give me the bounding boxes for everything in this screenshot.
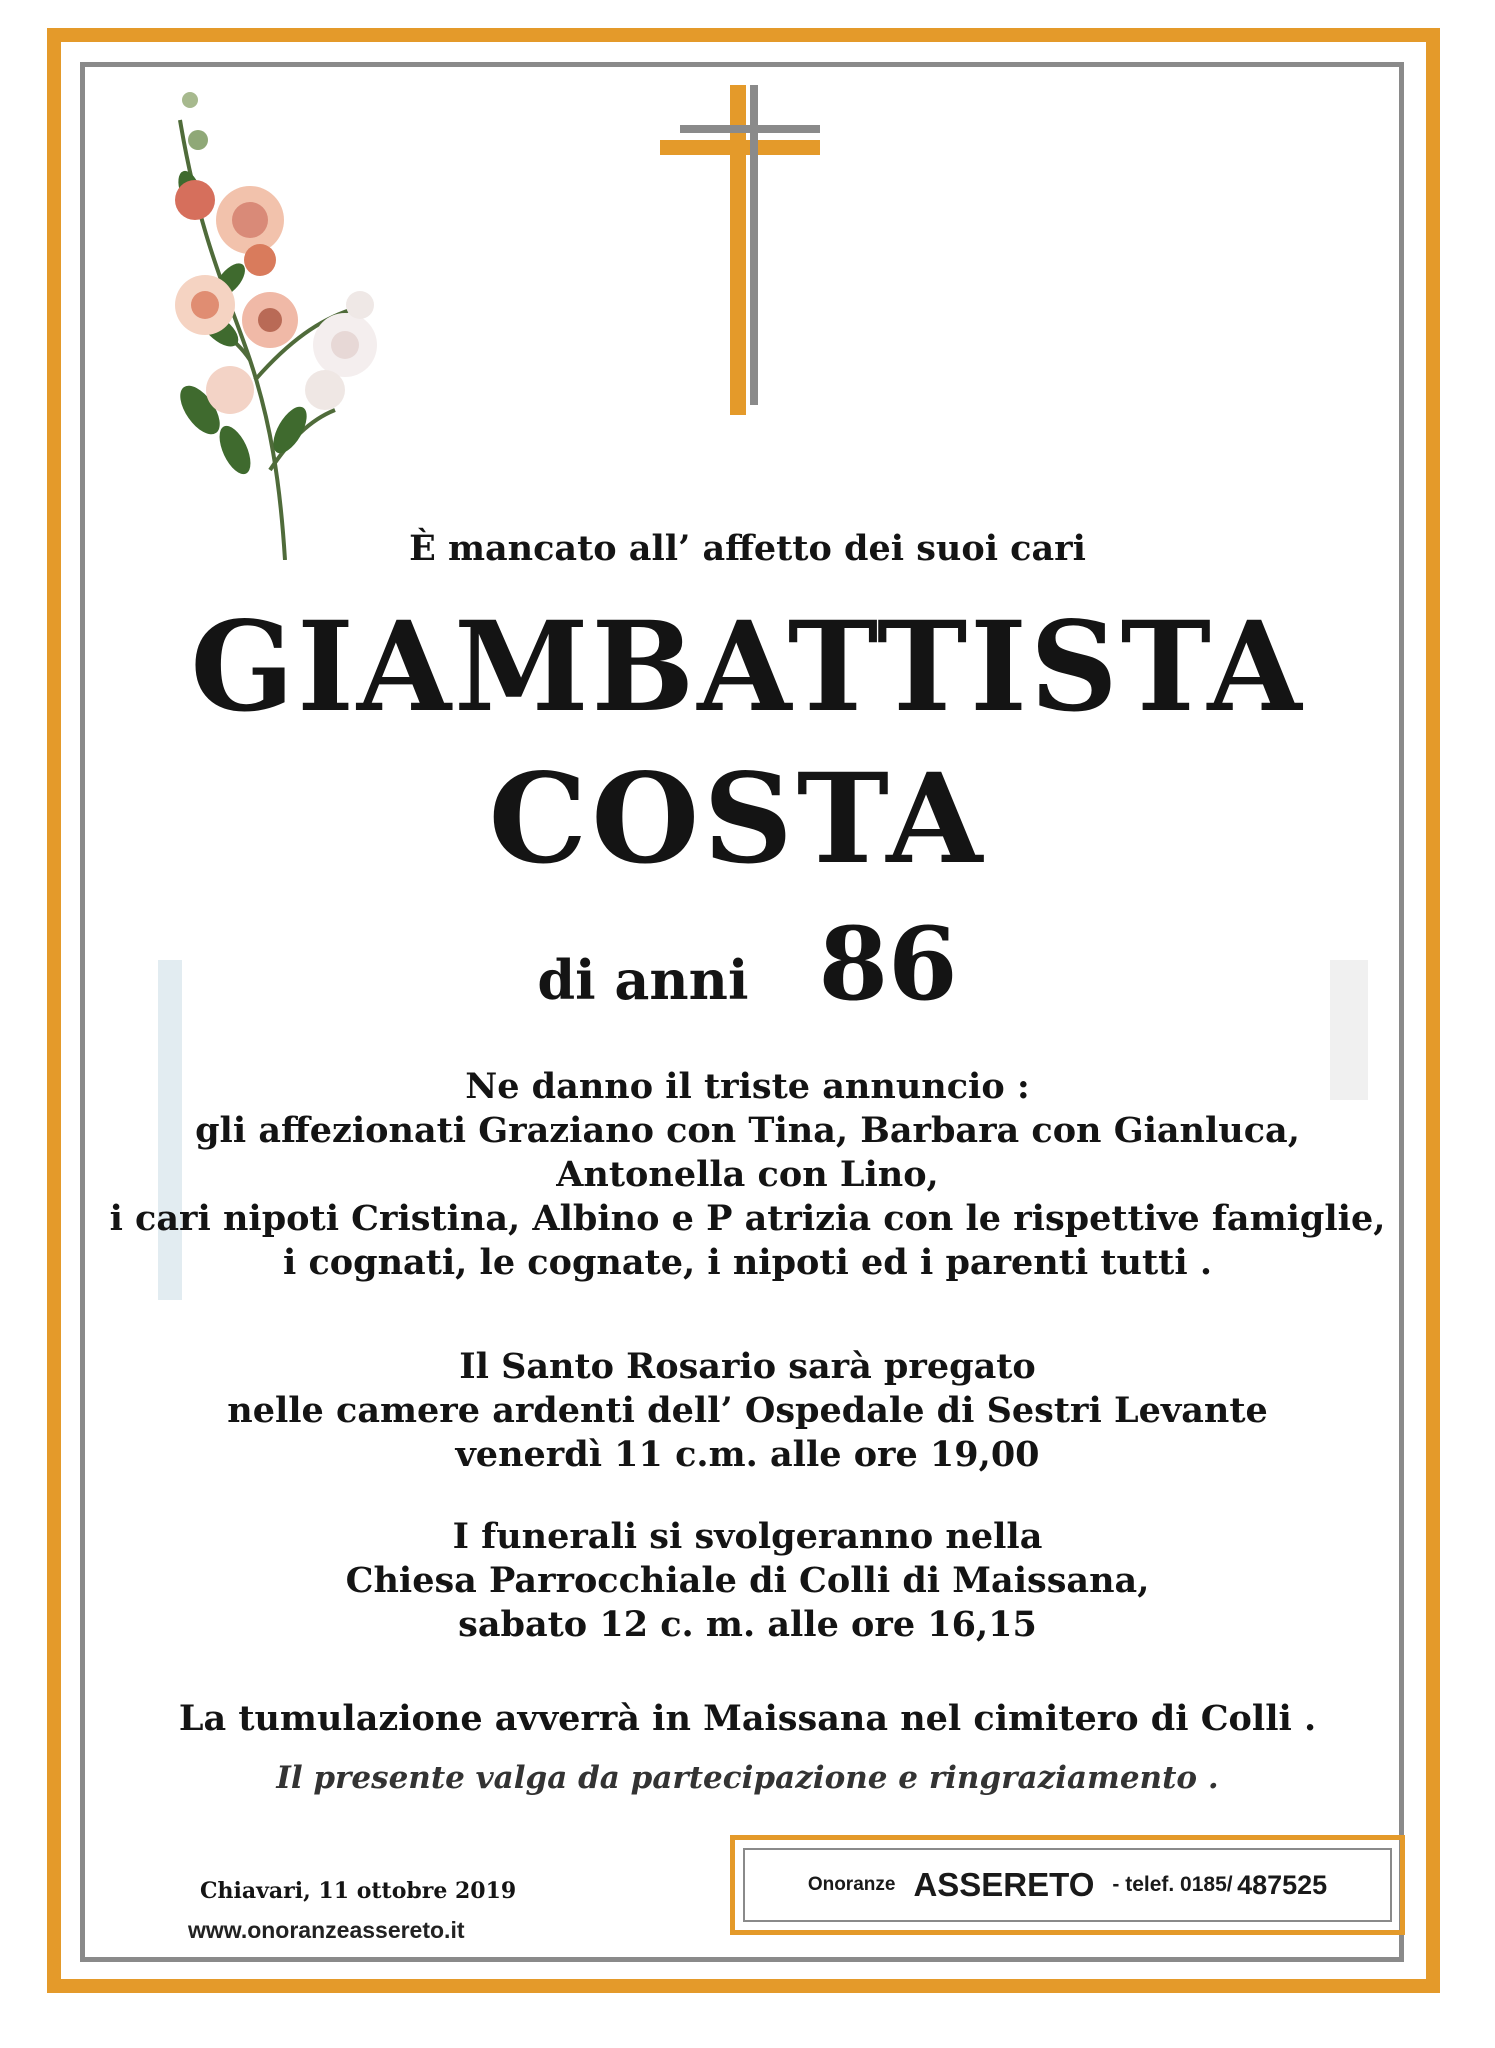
- burial-text: La tumulazione avverrà in Maissana nel cimitero di Colli .: [178, 1698, 1317, 1739]
- rosary-line: venerdì 11 c.m. alle ore 19,00: [455, 1434, 1040, 1475]
- phone-prefix: - telef. 0185/: [1112, 1873, 1233, 1896]
- funeral-block: [0, 1515, 1495, 1647]
- age-line: [0, 905, 1495, 1023]
- funeral-line: I funerali si svolgeranno nella: [452, 1516, 1043, 1557]
- company-name: ASSERETO: [913, 1866, 1095, 1903]
- rosary-line: nelle camere ardenti dell’ Ospedale di Sestri Levante: [227, 1390, 1268, 1431]
- deceased-first-name: GIAMBATTISTA: [190, 595, 1305, 740]
- company-prefix: Onoranze: [807, 1874, 896, 1895]
- intro-text: È mancato all’ affetto dei suoi cari: [409, 528, 1086, 569]
- latin-cross-icon: [660, 85, 820, 415]
- phone-number: 487525: [1237, 1869, 1328, 1900]
- announcement-line: Antonella con Lino,: [556, 1154, 939, 1195]
- announcement-line: gli affezionati Graziano con Tina, Barbara con Gianluca,: [195, 1110, 1300, 1151]
- funeral-line: Chiesa Parrocchiale di Colli di Maissana,: [345, 1560, 1150, 1601]
- funeral-line: sabato 12 c. m. alle ore 16,15: [458, 1604, 1037, 1645]
- company-box: [730, 1835, 1405, 1935]
- announcement-block: [0, 1065, 1495, 1285]
- website-link[interactable]: www.onoranzeassereto.it: [188, 1917, 465, 1943]
- age-value: 86: [818, 905, 958, 1023]
- thanks-text: Il presente valga da partecipazione e ringraziamento .: [276, 1760, 1219, 1796]
- age-label: di anni: [537, 948, 749, 1012]
- announcement-line: i cari nipoti Cristina, Albino e P atrizia con le rispettive famiglie,: [109, 1198, 1386, 1239]
- place-date: Chiavari, 11 ottobre 2019: [200, 1878, 517, 1904]
- rosary-block: [0, 1345, 1495, 1477]
- deceased-last-name: COSTA: [488, 747, 987, 892]
- announcement-line: Ne danno il triste annuncio :: [465, 1066, 1030, 1107]
- flower-bouquet-icon: [160, 80, 420, 560]
- company-info: [743, 1848, 1392, 1922]
- announcement-line: i cognati, le cognate, i nipoti ed i parenti tutti .: [282, 1242, 1213, 1283]
- rosary-line: Il Santo Rosario sarà pregato: [459, 1346, 1036, 1387]
